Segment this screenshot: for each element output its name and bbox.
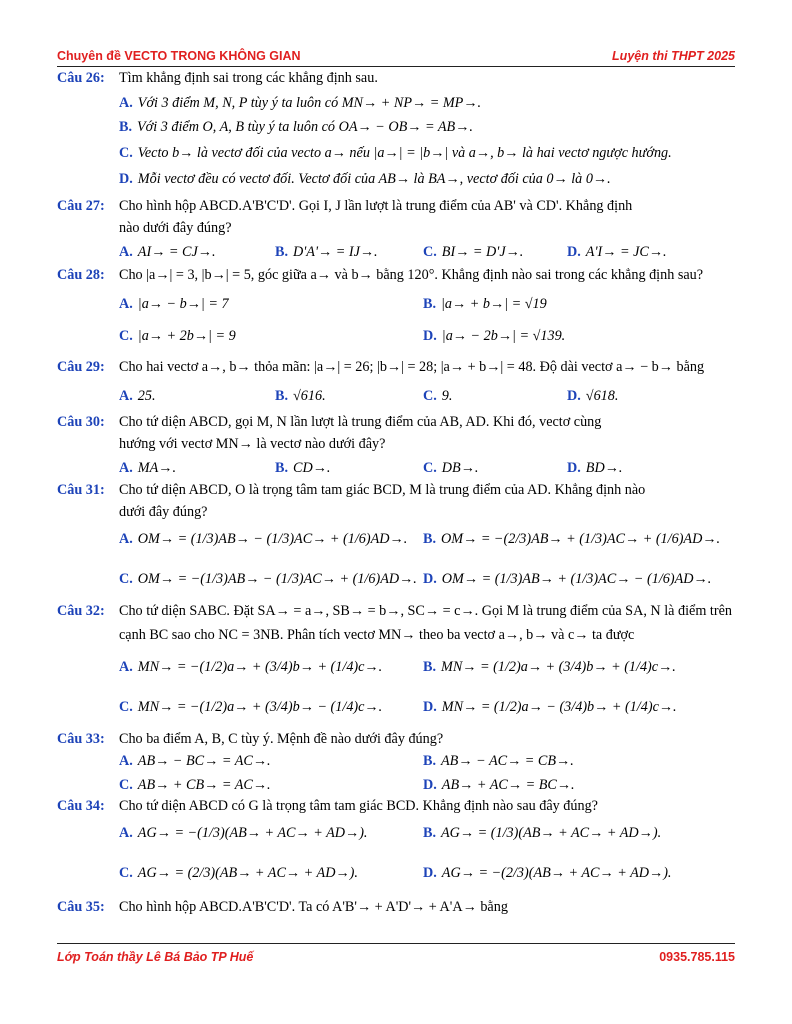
question-label: Câu 34: — [57, 798, 105, 814]
option-letter: B. — [423, 296, 437, 312]
option-letter: B. — [423, 531, 437, 547]
answer-option — [423, 824, 735, 842]
option-text: |a→ + b→| = √19 — [441, 296, 547, 312]
option-text: AB→ − AC→ = CB→. — [441, 753, 574, 769]
option-letter: B. — [275, 388, 289, 404]
answer-option — [423, 776, 735, 794]
question-text: Cho hình hộp ABCD.A'B'C'D'. Ta có A'B'→ + A'D'→ + A'A→ bằng — [119, 899, 508, 915]
answer-option — [423, 327, 735, 345]
header-subtitle: Luyện thi THPT 2025 — [612, 49, 735, 63]
option-text: BI→ = D'J→. — [441, 244, 524, 260]
question-label: Câu 35: — [57, 899, 105, 915]
answer-option — [119, 144, 735, 162]
option-letter: A. — [119, 659, 133, 675]
footer-phone: 0935.785.115 — [659, 950, 735, 964]
option-text: √618. — [585, 388, 619, 404]
option-text: MA→. — [137, 460, 177, 476]
option-text: AB→ + AC→ = BC→. — [441, 777, 575, 793]
option-letter: B. — [423, 753, 437, 769]
question-label: Câu 26: — [57, 70, 105, 86]
question-label: Câu 29: — [57, 359, 105, 375]
page-header — [57, 46, 735, 67]
answer-option — [423, 864, 735, 882]
option-letter: D. — [567, 388, 581, 404]
option-text: √616. — [293, 388, 326, 404]
question-label: Câu 30: — [57, 414, 105, 430]
option-text: D'A'→ = IJ→. — [293, 244, 378, 260]
option-letter: C. — [119, 328, 133, 344]
option-text: 9. — [441, 388, 453, 404]
option-text: BD→. — [585, 460, 623, 476]
answer-option — [423, 570, 735, 588]
option-letter: C. — [423, 388, 437, 404]
option-letter: A. — [119, 244, 133, 260]
question-text: Cho |a→| = 3, |b→| = 5, góc giữa a→ và b→ bằng 120°. Khẳng định nào sai trong các khẳng định sau? — [119, 267, 704, 283]
answer-option — [423, 698, 735, 716]
option-text: AB→ − BC→ = AC→. — [137, 753, 271, 769]
page-footer — [57, 943, 735, 968]
option-letter: C. — [119, 571, 133, 587]
question-text: Tìm khẳng định sai trong các khẳng định sau. — [119, 70, 378, 86]
question-text: Cho ba điểm A, B, C tùy ý. Mệnh đề nào dưới đây đúng? — [119, 731, 444, 747]
option-text: OM→ = −(2/3)AB→ + (1/3)AC→ + (1/6)AD→. — [441, 531, 721, 547]
answer-option — [119, 170, 735, 188]
option-text: MN→ = (1/2)a→ + (3/4)b→ + (1/4)c→. — [441, 659, 676, 675]
option-letter: A. — [119, 531, 133, 547]
option-letter: C. — [119, 145, 133, 161]
option-letter: A. — [119, 753, 133, 769]
footer-author: Lớp Toán thầy Lê Bá Bảo TP Huế — [57, 950, 254, 964]
option-letter: C. — [423, 460, 437, 476]
option-letter: B. — [275, 460, 289, 476]
option-letter: B. — [275, 244, 289, 260]
option-text: AG→ = (1/3)(AB→ + AC→ + AD→). — [441, 825, 662, 841]
option-text: Mỗi vectơ đều có vectơ đối. Vectơ đối của AB→ là BA→, vectơ đối của 0→ là 0→. — [137, 171, 611, 187]
option-text: Vecto b→ là vectơ đối của vecto a→ nếu |a→| = |b→| và a→, b→ là hai vectơ ngược hướng. — [137, 145, 672, 161]
option-text: MN→ = (1/2)a→ − (3/4)b→ + (1/4)c→. — [441, 699, 677, 715]
option-text: AG→ = (2/3)(AB→ + AC→ + AD→). — [137, 865, 358, 881]
option-text: |a→ − 2b→| = √139. — [441, 328, 566, 344]
option-text: DB→. — [441, 460, 479, 476]
option-text: AG→ = −(2/3)(AB→ + AC→ + AD→). — [441, 865, 672, 881]
answer-option — [423, 752, 735, 770]
option-text: OM→ = (1/3)AB→ + (1/3)AC→ − (1/6)AD→. — [441, 571, 712, 587]
question-label: Câu 33: — [57, 731, 105, 747]
option-letter: D. — [423, 699, 437, 715]
answer-option — [567, 459, 735, 477]
question-label: Câu 28: — [57, 267, 105, 283]
option-letter: B. — [423, 825, 437, 841]
answer-option — [423, 530, 735, 548]
question-text: Cho tứ diện ABCD có G là trọng tâm tam giác BCD. Khẳng định nào sau đây đúng? — [119, 798, 598, 814]
option-text: MN→ = −(1/2)a→ + (3/4)b→ − (1/4)c→. — [137, 699, 383, 715]
option-text: Với 3 điểm O, A, B tùy ý ta luôn có OA→ − OB→ = AB→. — [137, 119, 473, 135]
option-text: OM→ = −(1/3)AB→ − (1/3)AC→ + (1/6)AD→. — [137, 571, 417, 587]
option-letter: A. — [119, 825, 133, 841]
option-text: CD→. — [293, 460, 331, 476]
option-letter: A. — [119, 95, 133, 111]
answer-option — [423, 295, 735, 313]
option-letter: D. — [423, 328, 437, 344]
question-text: cạnh BC sao cho NC = 3NB. Phân tích vectơ MN→ theo ba vectơ a→, b→ và c→ ta được — [119, 627, 635, 643]
question-text: Cho hai vectơ a→, b→ thỏa mãn: |a→| = 26; |b→| = 28; |a→ + b→| = 48. Độ dài vectơ a→ − b→ bằng — [119, 359, 705, 375]
option-letter: D. — [423, 777, 437, 793]
question-label: Câu 27: — [57, 198, 105, 214]
option-letter: C. — [423, 244, 437, 260]
option-text: AG→ = −(1/3)(AB→ + AC→ + AD→). — [137, 825, 368, 841]
option-letter: C. — [119, 865, 133, 881]
option-text: Với 3 điểm M, N, P tùy ý ta luôn có MN→ + NP→ = MP→. — [137, 95, 482, 111]
option-text: |a→ − b→| = 7 — [137, 296, 229, 312]
option-text: |a→ + 2b→| = 9 — [137, 328, 236, 344]
answer-option — [119, 118, 735, 136]
question-text: dưới đây đúng? — [119, 504, 208, 520]
question-label: Câu 31: — [57, 482, 105, 498]
option-letter: A. — [119, 460, 133, 476]
question-text: Cho tứ diện SABC. Đặt SA→ = a→, SB→ = b→, SC→ = c→. Gọi M là trung điểm của SA, N là điểm trên — [119, 603, 732, 619]
option-letter: A. — [119, 296, 133, 312]
option-text: OM→ = (1/3)AB→ − (1/3)AC→ + (1/6)AD→. — [137, 531, 408, 547]
option-letter: A. — [119, 388, 133, 404]
option-letter: D. — [119, 171, 133, 187]
question-text: Cho tứ diện ABCD, O là trọng tâm tam giác BCD, M là trung điểm của AD. Khẳng định nào — [119, 482, 646, 498]
option-text: AI→ = CJ→. — [137, 244, 216, 260]
question-label: Câu 32: — [57, 603, 105, 619]
option-letter: D. — [567, 244, 581, 260]
option-letter: D. — [567, 460, 581, 476]
option-letter: D. — [423, 571, 437, 587]
header-title: Chuyên đề VECTO TRONG KHÔNG GIAN — [57, 49, 301, 63]
question-text: nào dưới đây đúng? — [119, 220, 232, 236]
question-text: hướng với vectơ MN→ là vectơ nào dưới đây? — [119, 436, 386, 452]
option-letter: B. — [119, 119, 133, 135]
answer-option — [423, 658, 735, 676]
option-text: 25. — [137, 388, 156, 404]
question-text: Cho tứ diện ABCD, gọi M, N lần lượt là trung điểm của AB, AD. Khi đó, vectơ cùng — [119, 414, 602, 430]
option-letter: C. — [119, 777, 133, 793]
option-text: A'I→ = JC→. — [585, 244, 667, 260]
option-text: AB→ + CB→ = AC→. — [137, 777, 271, 793]
answer-option — [119, 94, 735, 112]
answer-option — [567, 243, 735, 261]
option-letter: B. — [423, 659, 437, 675]
option-text: MN→ = −(1/2)a→ + (3/4)b→ + (1/4)c→. — [137, 659, 383, 675]
option-letter: D. — [423, 865, 437, 881]
option-letter: C. — [119, 699, 133, 715]
question-text: Cho hình hộp ABCD.A'B'C'D'. Gọi I, J lần lượt là trung điểm của AB' và CD'. Khẳng định — [119, 198, 633, 214]
answer-option — [567, 387, 735, 405]
